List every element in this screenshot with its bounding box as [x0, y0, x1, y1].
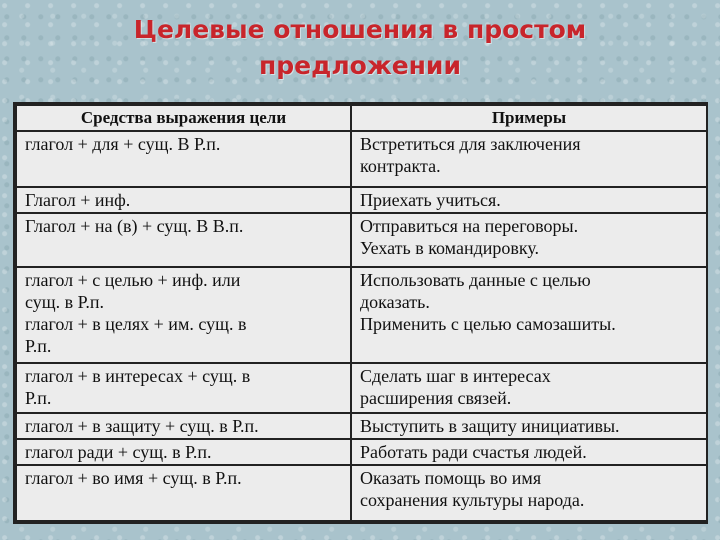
- example-cell: Работать ради счастья людей.: [351, 439, 707, 465]
- slide-title-line-2: предложении: [259, 51, 461, 80]
- slide-title-line-1: Целевые отношения в простом: [133, 15, 587, 44]
- table-row: [16, 267, 707, 363]
- means-cell: глагол + во имя + сущ. в Р.п.: [16, 465, 351, 521]
- table-row: [16, 363, 707, 413]
- column-header-examples: Примеры: [351, 105, 707, 131]
- means-cell: глагол + в интересах + сущ. в Р.п.: [16, 363, 351, 413]
- slide-title: [0, 12, 720, 84]
- table-row: [16, 465, 707, 521]
- means-cell: Глагол + на (в) + сущ. В В.п.: [16, 213, 351, 267]
- example-cell: Оказать помощь во имя сохранения культуры народа.: [351, 465, 707, 521]
- table-row: [16, 439, 707, 465]
- means-cell: Глагол + инф.: [16, 187, 351, 213]
- table-row: [16, 413, 707, 439]
- column-header-means: Средства выражения цели: [16, 105, 351, 131]
- means-cell: глагол + для + сущ. В Р.п.: [16, 131, 351, 187]
- example-cell: Сделать шаг в интересах расширения связей.: [351, 363, 707, 413]
- example-cell: Использовать данные с целью доказать. Применить с целью самозашиты.: [351, 267, 707, 363]
- example-cell: Отправиться на переговоры. Уехать в командировку.: [351, 213, 707, 267]
- example-cell: Выступить в защиту инициативы.: [351, 413, 707, 439]
- means-cell: глагол ради + сущ. в Р.п.: [16, 439, 351, 465]
- table-row: [16, 213, 707, 267]
- table-row: [16, 187, 707, 213]
- table-row: [16, 131, 707, 187]
- means-cell: глагол + в защиту + сущ. в Р.п.: [16, 413, 351, 439]
- means-cell: глагол + с целью + инф. или сущ. в Р.п. глагол + в целях + им. сущ. в Р.п.: [16, 267, 351, 363]
- example-cell: Встретиться для заключения контракта.: [351, 131, 707, 187]
- purpose-relations-table: [13, 102, 708, 524]
- example-cell: Приехать учиться.: [351, 187, 707, 213]
- table-header-row: [16, 105, 707, 131]
